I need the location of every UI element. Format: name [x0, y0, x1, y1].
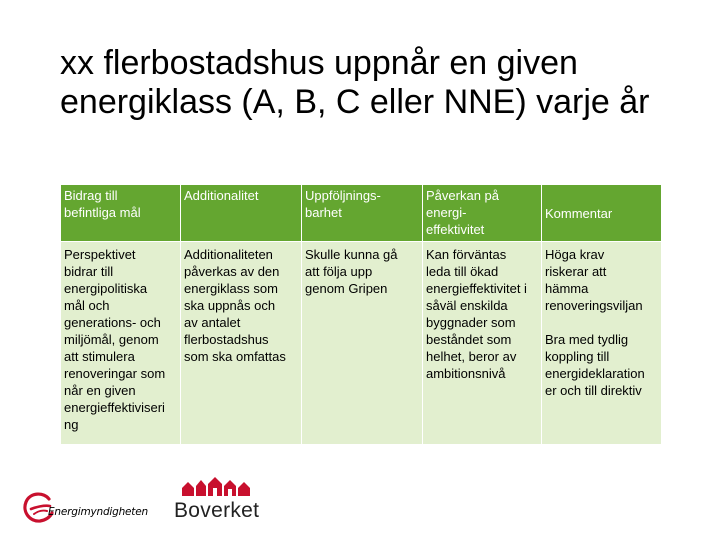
- cell-line: leda till ökad: [426, 264, 499, 279]
- cell-line: ng: [64, 417, 79, 432]
- header-line: energi-: [426, 205, 467, 220]
- table-row: [61, 242, 662, 445]
- cell-line: flerbostadshus: [184, 332, 269, 347]
- cell-line: ambitionsnivå: [426, 366, 506, 381]
- cell-line: Additionaliteten: [184, 247, 273, 262]
- boverket-roofs-icon: [180, 474, 260, 498]
- cell-line: generations- och: [64, 315, 161, 330]
- cell-line: renoveringsviljan: [545, 298, 643, 313]
- header-line: befintliga mål: [64, 205, 141, 220]
- cell-line: Bra med tydlig: [545, 332, 629, 347]
- cell-line: energieffektiviseri: [64, 400, 165, 415]
- header-line: Uppföljnings-: [305, 188, 381, 203]
- energimyndigheten-logo: [22, 486, 162, 526]
- header-bidrag: [61, 185, 181, 242]
- cell-line: er och till direktiv: [545, 383, 642, 398]
- cell-uppfoljningsbarhet: [302, 242, 423, 445]
- cell-line: genom Gripen: [305, 281, 388, 296]
- header-line: Påverkan på: [426, 188, 499, 203]
- paragraph-gap: [545, 314, 658, 331]
- cell-kommentar: [542, 242, 662, 445]
- cell-line: Kan förväntas: [426, 247, 507, 262]
- assessment-table: [60, 184, 662, 445]
- cell-line: bidrar till: [64, 264, 114, 279]
- cell-line: av antalet: [184, 315, 241, 330]
- table-header-row: [61, 185, 662, 242]
- cell-bidrag: [61, 242, 181, 445]
- cell-line: riskerar att: [545, 264, 607, 279]
- boverket-wordmark: Boverket: [174, 499, 260, 522]
- header-kommentar: [542, 185, 662, 242]
- energimyndigheten-wordmark: Energimyndigheten: [48, 506, 148, 518]
- cell-line: renoveringar som: [64, 366, 166, 381]
- cell-line: ska uppnås och: [184, 298, 276, 313]
- header-paverkan: [423, 185, 542, 242]
- cell-line: beståndet som: [426, 332, 512, 347]
- boverket-logo: [174, 474, 264, 524]
- header-line: Additionalitet: [184, 188, 259, 203]
- cell-line: energipolitiska: [64, 281, 148, 296]
- header-uppfoljningsbarhet: [302, 185, 423, 242]
- cell-line: koppling till: [545, 349, 610, 364]
- cell-line: når en given: [64, 383, 136, 398]
- cell-line: att stimulera: [64, 349, 135, 364]
- cell-paverkan: [423, 242, 542, 445]
- cell-line: Perspektivet: [64, 247, 136, 262]
- header-line: Kommentar: [545, 205, 613, 221]
- cell-line: hämma: [545, 281, 589, 296]
- slide-title: xx flerbostadshus uppnår en given energiklass (A, B, C eller NNE) varje år: [60, 44, 650, 121]
- cell-line: miljömål, genom: [64, 332, 159, 347]
- header-line: Bidrag till: [64, 188, 118, 203]
- cell-line: energideklaration: [545, 366, 645, 381]
- header-additionalitet: [181, 185, 302, 242]
- cell-line: såväl enskilda: [426, 298, 508, 313]
- cell-line: helhet, beror av: [426, 349, 517, 364]
- cell-line: energiklass som: [184, 281, 278, 296]
- cell-line: som ska omfattas: [184, 349, 286, 364]
- header-line: barhet: [305, 205, 342, 220]
- cell-line: att följa upp: [305, 264, 373, 279]
- cell-line: Skulle kunna gå: [305, 247, 398, 262]
- cell-line: mål och: [64, 298, 110, 313]
- cell-line: påverkas av den: [184, 264, 280, 279]
- cell-line: Höga krav: [545, 247, 605, 262]
- cell-line: energieffektivitet i: [426, 281, 527, 296]
- cell-line: byggnader som: [426, 315, 516, 330]
- header-line: effektivitet: [426, 222, 485, 237]
- cell-additionalitet: [181, 242, 302, 445]
